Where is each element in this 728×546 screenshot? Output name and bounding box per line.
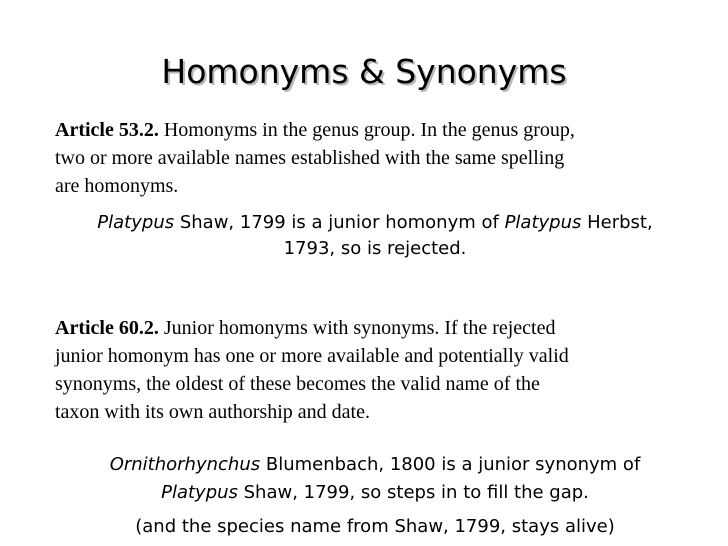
example-line — [40, 480, 710, 506]
example-line — [40, 452, 710, 478]
article-text-line: synonyms, the oldest of these becomes the valid name of the — [55, 373, 540, 395]
genus-name: Platypus — [161, 482, 238, 503]
example-text: Shaw, 1799, so steps in to fill the gap. — [237, 482, 589, 503]
article-text-line: taxon with its own authorship and date. — [55, 401, 370, 423]
example-line — [40, 236, 710, 262]
footnote: (and the species name from Shaw, 1799, stays alive) — [135, 516, 615, 537]
example-line — [40, 210, 710, 236]
example-text: Herbst, — [581, 212, 653, 233]
article-53-2-paragraph — [55, 116, 705, 200]
article-60-2-paragraph — [55, 314, 705, 426]
example-text: 1793, so is rejected. — [283, 238, 467, 259]
article-text-line: Homonyms in the genus group. In the genus group, — [158, 119, 575, 141]
example-text: Blumenbach, 1800 is a junior synonym of — [260, 454, 641, 475]
genus-name: Platypus — [97, 212, 175, 233]
slide-title: Homonyms & Synonyms — [161, 52, 567, 91]
genus-name: Platypus — [504, 212, 582, 233]
article-text-line: junior homonym has one or more available and potentially valid — [55, 345, 569, 367]
article-text-line: Junior homonyms with synonyms. If the rejected — [158, 317, 556, 339]
article-heading: Article 53.2. — [55, 119, 159, 141]
genus-name: Ornithorhynchus — [109, 454, 261, 475]
article-heading: Article 60.2. — [55, 317, 159, 339]
article-text-line: two or more available names established with the same spelling — [55, 147, 565, 169]
article-text-line: are homonyms. — [55, 175, 179, 197]
example-text: Shaw, 1799 is a junior homonym of — [174, 212, 505, 233]
